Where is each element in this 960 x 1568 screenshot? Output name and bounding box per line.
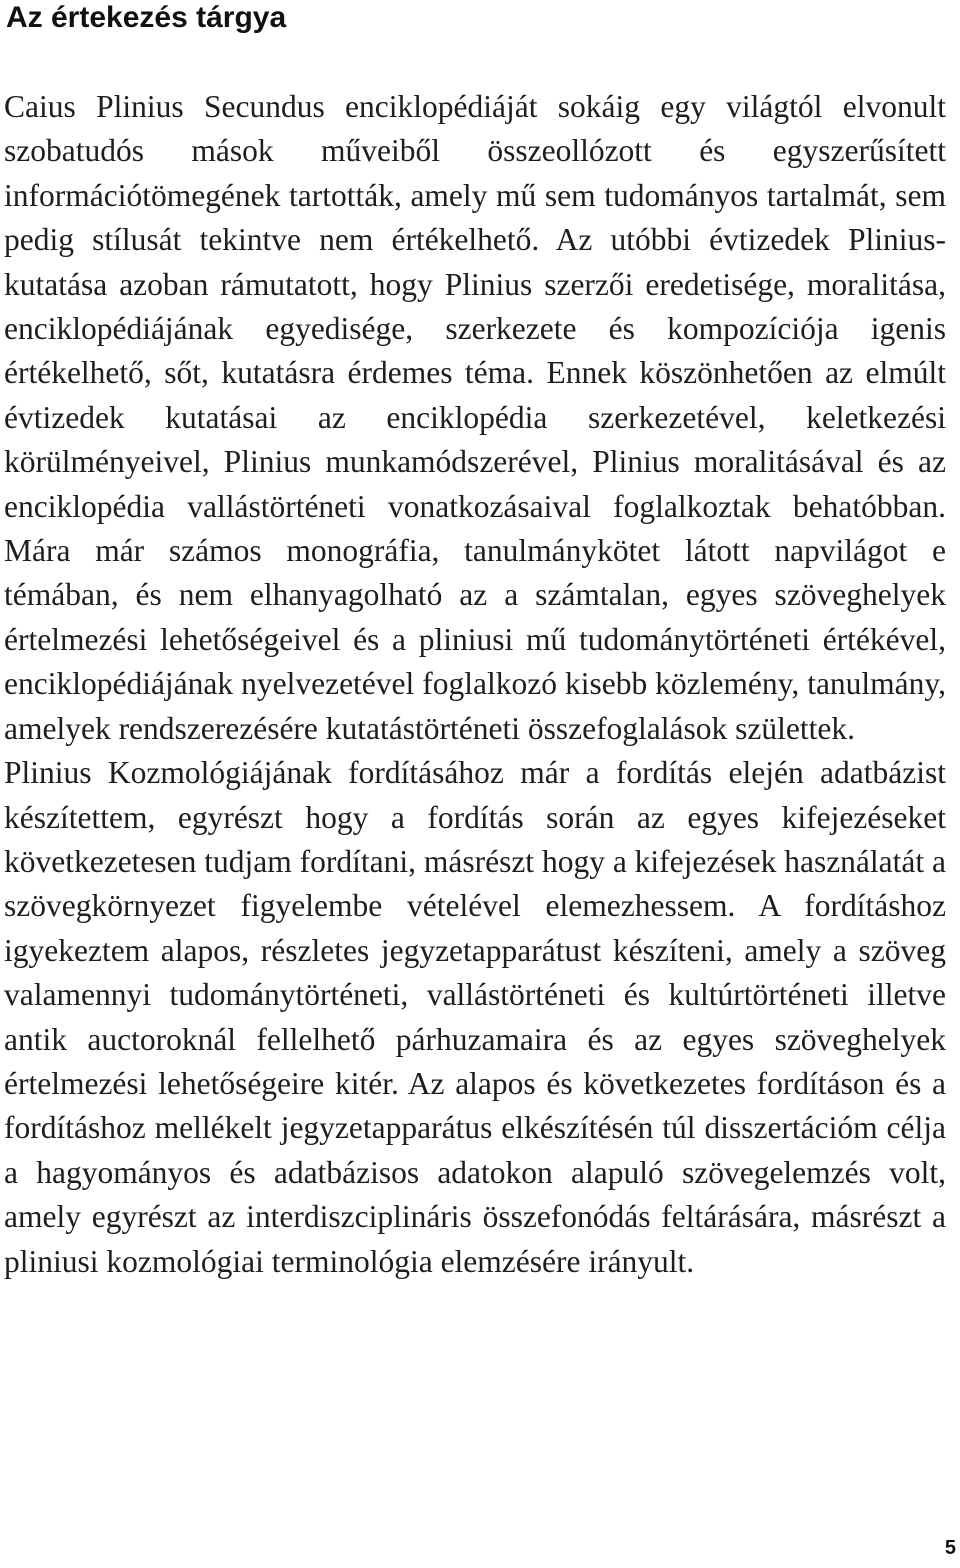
paragraph-2: Plinius Kozmológiájának fordításához már a fordítás elején adatbázist készítettem, egyrészt hogy a fordítás során az egyes kifejezéseket következetesen tudjam fordítani, másrészt hogy a kifejezések használatát a szövegkörnyezet figyelembe vételével elemezhessem. A fordításhoz igyekeztem alapos, részletes jegyzetapparátust készíteni, amely a szöveg valamennyi tudománytörténeti, vallástörténeti és kultúrtörténeti illetve antik auctoroknál fellelhető párhuzamaira és az egyes szöveghelyek értelmezési lehetőségeire kitér. Az alapos és következetes fordításon és a fordításhoz mellékelt jegyzetapparátus elkészítésén túl disszertációm célja a hagyományos és adatbázisos adatokon alapuló szövegelemzés volt, amely egyrészt az interdiszciplináris összefonódás feltárására, másrészt a pliniusi kozmológiai terminológia elemzésére irányult.	[4, 755, 946, 1279]
paragraph-1: Caius Plinius Secundus enciklopédiáját sokáig egy világtól elvonult szobatudós mások műveiből összeollózott és egyszerűsített információtömegének tartották, amely mű sem tudományos tartalmát, sem pedig stílusát tekintve nem értékelhető. Az utóbbi évtizedek Plinius-kutatása azoban rámutatott, hogy Plinius szerzői eredetisége, moralitása, enciklopédiájának egyedisége, szerkezete és kompozíciója igenis értékelhető, sőt, kutatásra érdemes téma. Ennek köszönhetően az elmúlt évtizedek kutatásai az enciklopédia szerkezetével, keletkezési körülményeivel, Plinius munkamódszerével, Plinius moralitásával és az enciklopédia vallástörténeti vonatkozásaival foglalkoztak behatóbban. Mára már számos monográfia, tanulmánykötet látott napvilágot e témában, és nem elhanyagolható az a számtalan, egyes szöveghelyek értelmezési lehetőségeivel és a pliniusi mű tudománytörténeti értékével, enciklopédiájának nyelvezetével foglalkozó kisebb közlemény, tanulmány, amelyek rendszerezésére kutatástörténeti összefoglalások születtek.	[4, 89, 946, 746]
body-text	[4, 85, 946, 1284]
page-number: 5	[944, 1537, 956, 1559]
section-heading: Az értekezés tárgya	[6, 1, 287, 34]
